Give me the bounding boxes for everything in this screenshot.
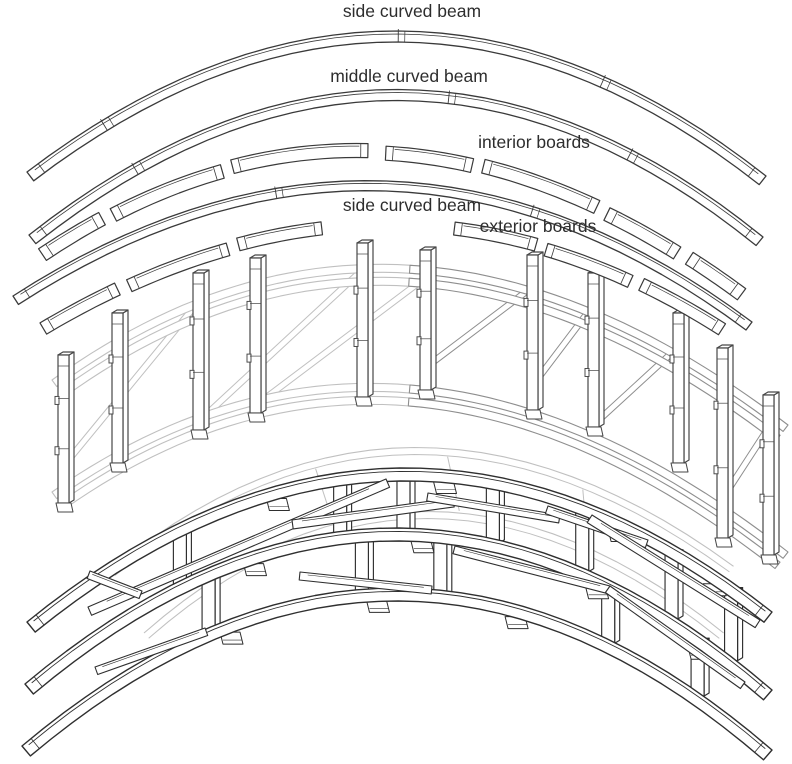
post-side-face (123, 310, 128, 463)
frame-post (714, 345, 733, 547)
post-notch (670, 406, 674, 414)
post-front-face (673, 313, 684, 463)
post-notch (354, 338, 358, 346)
post-notch (714, 466, 718, 474)
board (127, 243, 230, 292)
post-front-face (717, 348, 728, 538)
post-side-face (69, 352, 74, 503)
post-notch (524, 298, 528, 306)
label-side-curved-beam-lower: side curved beam (342, 195, 482, 215)
frame-post (524, 252, 543, 419)
post-notch (524, 351, 528, 359)
post-side-face (261, 255, 266, 413)
post-foot (715, 538, 732, 547)
post-foot (56, 503, 73, 512)
post-foot (586, 427, 603, 436)
post-front-face (193, 273, 204, 430)
post-notch (714, 401, 718, 409)
beam-joint-tick (101, 119, 102, 121)
frame-post (354, 240, 373, 406)
post-notch (354, 286, 358, 294)
label-middle-curved-beam: middle curved beam (330, 66, 488, 86)
post-notch (190, 317, 194, 325)
post-side-face (204, 270, 209, 430)
post-foot (671, 463, 688, 472)
post-side-face (347, 479, 352, 536)
post-foot (110, 463, 127, 472)
post-foot (761, 555, 778, 564)
post-notch (760, 494, 764, 502)
frame-post (247, 255, 266, 422)
post-notch (417, 289, 421, 297)
frame-post (417, 247, 436, 399)
post-foot (418, 390, 435, 399)
post-front-face (202, 577, 215, 633)
label-exterior-boards: exterior boards (479, 216, 597, 236)
post-notch (247, 301, 251, 309)
post-notch (55, 396, 59, 404)
post-notch (670, 355, 674, 363)
post-front-face (486, 485, 499, 543)
post-side-face (368, 240, 373, 397)
post-side-face (599, 270, 604, 427)
label-side-curved-beam-top: side curved beam (342, 1, 482, 21)
post-notch (190, 370, 194, 378)
post-side-face (538, 252, 543, 410)
assembled-arch-layer (22, 448, 772, 760)
frame-post (585, 270, 604, 436)
label-interior-boards: interior boards (478, 132, 590, 152)
frame-post (109, 310, 128, 472)
post-notch (109, 406, 113, 414)
post-front-face (434, 539, 447, 594)
post-notch (55, 447, 59, 455)
post-front-face (420, 250, 431, 390)
post-front-face (588, 273, 599, 427)
frame-post (190, 270, 209, 439)
post-notch (760, 440, 764, 448)
post-front-face (112, 313, 123, 463)
board (231, 144, 368, 174)
post-notch (417, 337, 421, 345)
post-notch (109, 355, 113, 363)
post-foot (248, 413, 265, 422)
post-foot (525, 410, 542, 419)
beam-joint-tick (632, 148, 633, 150)
frame-post (55, 352, 74, 512)
post-front-face (58, 355, 69, 503)
post-foot (191, 430, 208, 439)
post-notch (585, 316, 589, 324)
board (385, 146, 473, 172)
post-notch (585, 368, 589, 376)
post-side-face (431, 247, 436, 390)
post-side-face (684, 310, 689, 463)
post-front-face (763, 395, 774, 555)
frame-post (670, 310, 689, 472)
post-side-face (728, 345, 733, 538)
frame-post (760, 392, 779, 564)
post-front-face (357, 243, 368, 397)
post-foot (355, 397, 372, 406)
post-side-face (774, 392, 779, 555)
transverse-frame-layer (52, 240, 788, 569)
post-notch (247, 354, 251, 362)
post-front-face (527, 255, 538, 410)
beam-joint-tick (132, 163, 133, 165)
post-front-face (250, 258, 261, 413)
